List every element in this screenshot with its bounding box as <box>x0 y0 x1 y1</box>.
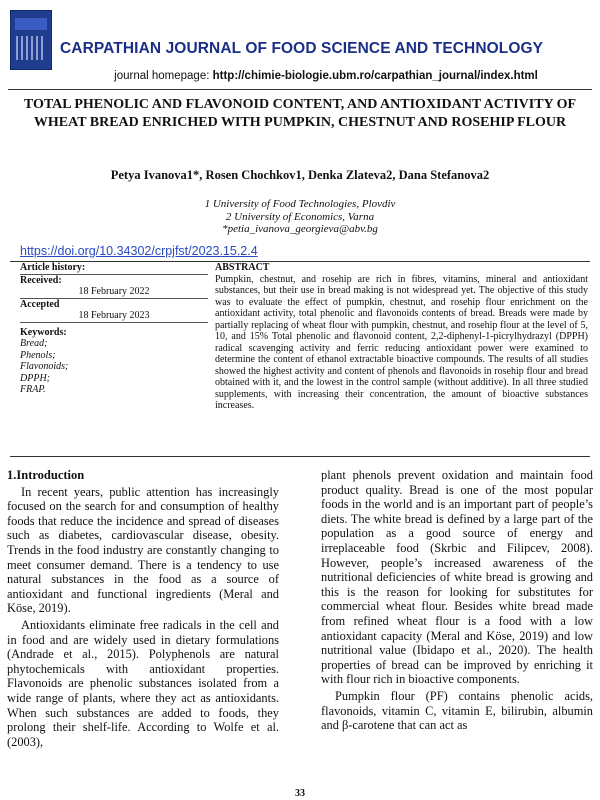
affiliation-2: 2 University of Economics, Varna <box>225 210 375 223</box>
section-heading: 1.Introduction <box>7 468 85 482</box>
journal-title: CARPATHIAN JOURNAL OF FOOD SCIENCE AND TECHNOLOGY <box>60 40 544 57</box>
received-date: 18 February 2022 <box>20 286 208 299</box>
paragraph: Pumpkin flour (PF) contains phenolic acids, flavonoids, vitamin C, vitamin E, bilirubin, albumin and β-carotene that can act as <box>321 688 593 733</box>
paragraph: In recent years, public attention has increasingly focused on the search for and consumption of healthy foods that reduce the incidence and spread of diseases such as diabetes, cardiovascular disease, obesity. Trends in the food industry are constantly changing to meet consumer demand. There is a tendency to use natural substances in the food as a source of antioxidant and functional ingredients (Meral and Köse, 2019). <box>7 484 279 616</box>
keyword: DPPH; <box>20 372 50 384</box>
affiliations <box>10 198 590 236</box>
body-column-left <box>7 468 279 749</box>
page-number: 33 <box>295 788 305 799</box>
homepage-label: journal homepage: <box>114 70 213 82</box>
keyword: Phenols; <box>20 349 56 361</box>
paragraph: Antioxidants eliminate free radicals in the cell and in food and are widely used in dietary formulations (Andrade et al., 2015). Polyphenols are natural phytochemicals with antioxidant properties. Flavonoids are phenolic substances isolated from a wide range of plants, where they act as antioxidants. When such substances are added to foods, they prolong their shelf-life. According to Wolfe et al. (2003), <box>7 617 279 749</box>
received-label: Received: <box>20 274 62 286</box>
authors: Petya Ivanova1*, Rosen Chochkov1, Denka Zlateva2, Dana Stefanova2 <box>110 168 490 182</box>
keywords-label: Keywords: <box>20 326 67 338</box>
homepage-url[interactable]: http://chimie-biologie.ubm.ro/carpathian_journal/index.html <box>212 70 538 82</box>
abstract-label: ABSTRACT <box>215 262 270 273</box>
abstract <box>215 262 588 412</box>
journal-homepage <box>60 70 592 82</box>
affiliation-1: 1 University of Food Technologies, Plovdiv <box>204 198 396 210</box>
keyword: Bread; <box>20 338 48 349</box>
paragraph: plant phenols prevent oxidation and maintain food product quality. Bread is one of the most popular foods in the world and is an important part of people’s diets. The white bread is defined by a large part of the population as a good source of energy and irreplaceable food (Skrbic and Filipcev, 2008). However, people’s increased awareness of the nutritional deficiencies of white bread is growing and this is the reason for looking for substitutes for commercial wheat flour. Besides white bread made from refined wheat flour is a food with a low antioxidant capacity (Meral and Köse, 2019) and low nutritional value (Ibidapo et al., 2020). The health properties of bread can be improved by enriching it with flour rich in bioactive components. <box>321 468 593 687</box>
keyword: Flavonoids; <box>20 361 69 372</box>
accepted-date: 18 February 2023 <box>20 310 208 323</box>
keyword: FRAP. <box>20 384 46 395</box>
article-title: TOTAL PHENOLIC AND FLAVONOID CONTENT, AND ANTIOXIDANT ACTIVITY OF WHEAT BREAD ENRICHED WITH PUMPKIN, CHESTNUT AND ROSEHIP FLOUR <box>23 97 577 130</box>
header-rule <box>8 89 592 90</box>
corresponding-email: *petia_ivanova_georgieva@abv.bg <box>222 223 378 235</box>
abstract-text: Pumpkin, chestnut, and rosehip are rich in fibres, vitamins, mineral and antioxidant substances, but their use in bread making is not widespread yet. The objective of this study was to evaluate the effect of pumpkin, chestnut, and rosehip flour enrichment on the antioxidant activity, total phenolic and flavonoids contents of bread. Breads were made by partially replacing of wheat flour with pumpkin, chestnut, and rosehip flour at the level of 5, 10, and 15% Total phenolic and flavonoid content, 2,2-diphenyl-1-picrylhydrazyl (DPPH) radical scavenging activity and ferric reducing antioxidant power were examined to determine the content of ethanol extractable bioactive compounds. The results of all studies showed the highest activity and content of phenols and flavonoids in rosehip flour and bread obtained with it, and the lowest in the control sample (without additive). In all three studied supplements, with increasing their concentration, the amount of bioactive substances increases. <box>215 273 588 411</box>
accepted-label: Accepted <box>20 298 60 310</box>
journal-logo <box>10 10 52 70</box>
doi-link[interactable]: https://doi.org/10.34302/crpjfst/2023.15.2.4 <box>20 244 258 258</box>
body-column-right <box>321 468 593 733</box>
info-rule-bottom <box>10 456 590 457</box>
article-history-label: Article history: <box>20 262 208 275</box>
article-info <box>20 262 208 396</box>
